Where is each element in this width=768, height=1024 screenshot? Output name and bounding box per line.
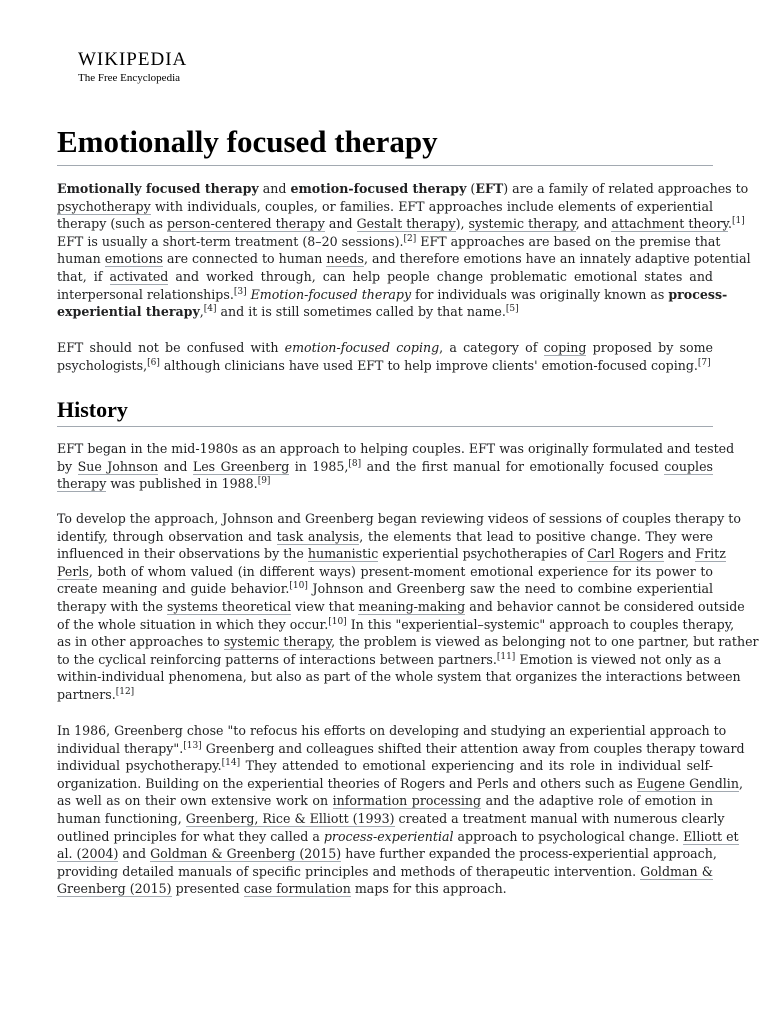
text-line [57,598,745,616]
body-text: although clinicians have used EFT to help improve clients' emotion-focused coping. [159,357,698,373]
text-line [57,528,713,546]
body-text: create meaning and guide behavior. [57,581,290,597]
article-link[interactable]: Eugene Gendlin [636,775,739,791]
body-text: EFT began in the mid-1980s as an approach to helping couples. EFT was originally formulated and tested [57,441,735,456]
body-text: and [258,181,291,196]
intro-paragraph-2 [57,339,713,374]
text-line [57,215,745,233]
body-text: Emotion is viewed not only as a [515,651,722,667]
text-line [57,792,713,810]
reference-link[interactable]: [4] [203,303,217,314]
bold-term: EFT [475,181,504,196]
body-text: and [118,846,151,862]
body-text: , the problem is viewed as belonging not to one partner, but rather [331,634,759,650]
reference-link[interactable]: [13] [183,740,202,751]
body-text: of the whole situation in which they occur. [57,616,329,632]
text-line [57,268,713,286]
body-text: identify, through observation and [57,528,277,544]
reference-link[interactable]: [11] [496,651,516,662]
article-link[interactable]: case formulation [243,881,351,897]
text-line [57,440,735,458]
text-line [57,233,721,251]
body-text: have further expanded the process-experiential approach, [341,846,717,862]
body-text: , a category of [439,340,544,355]
body-text: interpersonal relationships. [57,286,234,302]
body-text: , both of whom valued (in different ways) present-moment emotional experience for its power to [88,563,713,579]
body-text: for individuals was originally known as [411,286,669,302]
history-paragraph-1 [57,440,735,493]
text-line [57,775,743,793]
logo-tagline: The Free Encyclopedia [78,72,181,84]
article-link[interactable]: needs [326,251,364,267]
body-text: and the first manual for emotionally focused [361,458,665,474]
text-line [57,250,751,268]
reference-link[interactable]: [9] [257,476,271,486]
body-text: that, if [57,268,110,284]
body-text: and [324,216,357,232]
body-text: therapy with the [57,598,167,614]
article-link[interactable]: systemic therapy [223,634,332,650]
article-link[interactable]: al. (2004) [57,846,119,862]
body-text: EFT is usually a short-term treatment (8–20 sessions). [57,233,404,249]
text-line [57,303,713,321]
reference-link[interactable]: [10] [328,616,347,627]
page-title: Emotionally focused therapy [57,124,438,159]
body-text: ) are a family of related approaches to [503,181,749,196]
body-text: presented [171,881,244,897]
text-line [57,458,713,476]
text-line [57,722,727,740]
body-text: as well as on their own extensive work on [57,793,333,809]
wikipedia-logo[interactable] [78,49,187,85]
body-text: human functioning, [57,810,186,826]
body-text: with individuals, couples, or families. EFT approaches include elements of experiential [150,198,713,214]
article-link[interactable]: Fritz [695,546,726,562]
article-link[interactable]: Sue Johnson [77,458,159,474]
body-text: human [57,251,105,267]
body-text: To develop the approach, Johnson and Greenberg began reviewing videos of sessions of couples therapy to [57,511,741,526]
body-text: partners. [57,686,116,702]
article-link[interactable]: activated [109,268,169,284]
body-text: therapy (such as [57,216,167,232]
text-line [57,633,759,651]
body-text: psychologists, [57,357,148,373]
body-text: and the adaptive role of emotion in [481,793,713,809]
bold-term: experiential therapy [57,304,200,320]
italic-term: Emotion-focused therapy [250,286,412,302]
reference-link[interactable]: [12] [115,686,135,697]
text-line [57,563,713,581]
body-text: experiential psychotherapies of [378,546,588,562]
reference-link[interactable]: [5] [505,303,519,314]
body-text: as in other approaches to [57,634,224,650]
reference-link[interactable]: [1] [732,216,745,226]
history-paragraph-3 [57,722,745,898]
body-text: ), [455,216,469,232]
section-heading-history: History [57,397,128,422]
article-link[interactable]: Carl Rogers [587,546,664,562]
body-text: within-individual phenomena, but also as part of the whole system that organizes the interactions between [57,669,741,685]
article-link[interactable]: Greenberg, Rice & Elliott (1993) [185,810,395,826]
body-text: created a treatment manual with numerous clearly [394,810,725,826]
body-text: approach to psychological change. [453,828,684,844]
body-text: , and [575,216,612,232]
article-link[interactable]: meaning-making [358,598,466,614]
bold-term: Emotionally focused therapy [57,181,259,196]
title-divider [57,165,713,166]
article-link[interactable]: task analysis [276,528,360,544]
body-text: Johnson and Greenberg saw the need to combine experiential [307,581,714,597]
body-text: In this "experiential–systemic" approach to couples therapy, [346,616,735,632]
body-text: view that [291,598,359,614]
text-line [57,880,713,898]
body-text: individual psychotherapy. [57,758,222,774]
article-link[interactable]: emotions [104,251,164,267]
article-link[interactable]: therapy [57,476,107,492]
body-text: and [663,546,696,562]
article-link[interactable]: Goldman & [640,863,713,879]
text-line [57,180,749,198]
body-text: , [738,775,743,791]
body-text: EFT approaches are based on the premise that [416,233,721,249]
body-text: , the elements that lead to positive change. They were [359,528,713,544]
body-text: influenced in their observations by the [57,546,308,562]
reference-link[interactable]: [7] [697,357,711,368]
text-line [57,863,713,881]
article-link[interactable]: attachment theory [611,216,728,232]
article-link[interactable]: systemic therapy [468,216,576,232]
text-line [57,810,725,828]
body-text: outlined principles for what they called a [57,828,324,844]
history-divider [57,426,713,427]
body-text: , and therefore emotions have an innately adaptive potential [363,251,751,267]
body-text: individual therapy". [57,740,184,756]
body-text: was published in 1988. [106,476,258,492]
reference-link[interactable]: [10] [289,581,308,592]
article-link[interactable]: psychotherapy [57,198,151,214]
body-text: organization. Building on the experiential theories of Rogers and Perls and others such as [57,775,637,791]
body-text: In 1986, Greenberg chose "to refocus his efforts on developing and studying an experiential approach to [57,723,727,738]
body-text: . [728,216,733,232]
text-line [57,845,717,863]
text-line [57,545,726,563]
reference-link[interactable]: [6] [147,357,160,368]
history-paragraph-2 [57,510,759,704]
article-link[interactable]: Les Greenberg [192,458,290,474]
body-text: Greenberg and colleagues shifted their attention away from couples therapy toward [201,740,745,756]
body-text: EFT should not be confused with [57,340,285,355]
reference-link[interactable]: [14] [221,758,241,768]
article-link[interactable]: systems theoretical [166,598,292,614]
text-line [57,616,735,634]
body-text: proposed by some [586,340,713,355]
body-text: and [158,458,193,474]
body-text: maps for this approach. [350,881,507,897]
article-link[interactable]: couples [664,458,714,474]
body-text: They attended to emotional experiencing and its role in individual self- [240,758,713,774]
italic-term: emotion-focused coping [284,340,440,355]
body-text: are connected to human [163,251,327,267]
text-line [57,286,728,304]
body-text: providing detailed manuals of specific principles and methods of therapeutic intervention. [57,863,641,879]
text-line [57,686,713,704]
body-text: and it is still sometimes called by that name. [216,304,506,320]
reference-link[interactable]: [8] [348,458,362,469]
text-line [57,198,713,216]
article-link[interactable]: information processing [332,793,482,809]
article-link[interactable]: Greenberg (2015) [57,881,172,897]
text-line [57,757,713,775]
body-text: by [57,458,78,474]
intro-paragraph-1 [57,180,751,321]
logo-wordmark: WIKIPEDIA [78,49,188,70]
bold-term: process- [668,286,728,302]
text-line [57,510,741,528]
body-text: ( [466,181,476,196]
body-text: and worked through, can help people change problematic emotional states and [168,268,713,284]
article-link[interactable]: person-centered therapy [166,216,325,232]
body-text: to the cyclical reinforcing patterns of interactions between partners. [57,651,497,667]
body-text: and behavior cannot be considered outside [465,598,745,614]
text-line [57,668,741,686]
text-line [57,740,745,758]
article-link[interactable]: Perls [57,563,89,579]
italic-term: process-experiential [323,828,454,844]
text-line [57,339,713,357]
article-link[interactable]: Elliott et [683,828,739,844]
text-line [57,357,713,375]
reference-link[interactable]: [2] [403,233,417,244]
body-text: in 1985, [289,458,349,474]
text-line [57,828,739,846]
article-link[interactable]: humanistic [307,546,379,562]
reference-link[interactable]: [3] [233,286,247,297]
text-line [57,475,713,493]
text-line [57,580,713,598]
bold-term: emotion-focused therapy [290,181,467,196]
body-text: , [199,304,204,320]
article-link[interactable]: coping [543,340,587,355]
text-line [57,651,722,669]
article-link[interactable]: Gestalt therapy [356,216,456,232]
article-link[interactable]: Goldman & Greenberg (2015) [150,846,342,862]
